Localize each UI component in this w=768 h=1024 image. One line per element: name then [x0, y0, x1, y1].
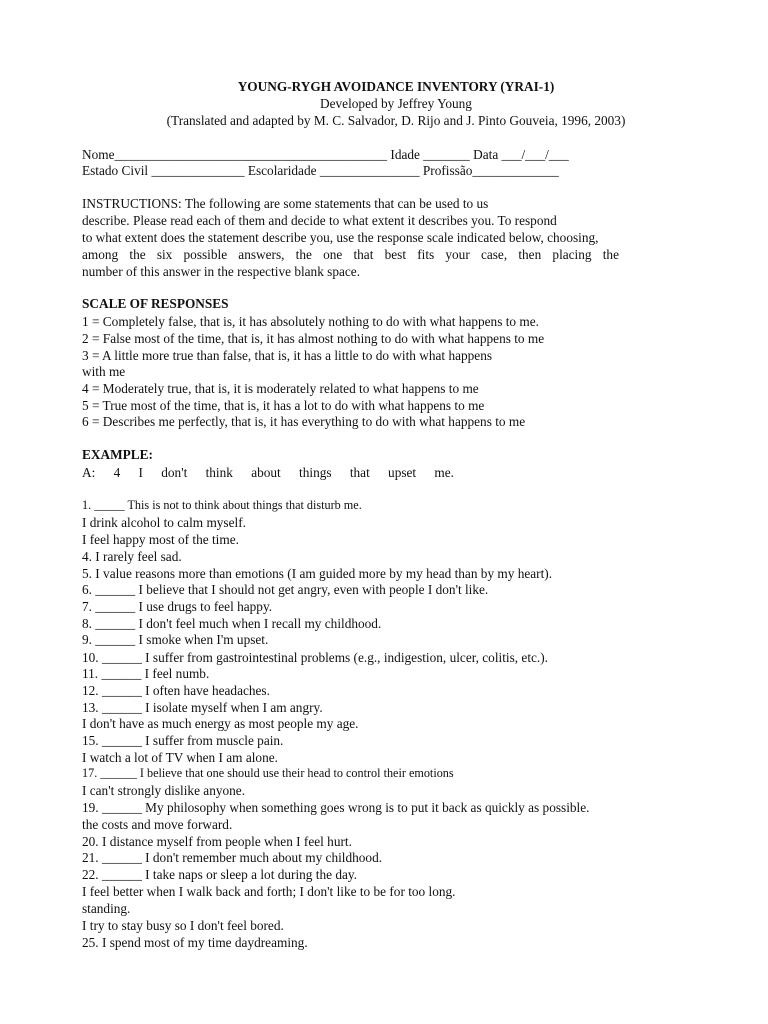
inventory-item: I drink alcohol to calm myself. — [82, 515, 246, 530]
example-heading: EXAMPLE: — [82, 447, 153, 462]
inventory-item: 4. I rarely feel sad. — [82, 549, 182, 564]
inventory-item[interactable]: 8. ______ I don't feel much when I recall my childhood. — [82, 616, 382, 631]
inventory-item[interactable]: 9. ______ I smoke when I'm upset. — [82, 632, 269, 647]
inventory-item[interactable]: 22. ______ I take naps or sleep a lot during the day. — [82, 867, 357, 882]
inventory-item: 20. I distance myself from people when I feel hurt. — [82, 834, 352, 849]
document-title: YOUNG-RYGH AVOIDANCE INVENTORY (YRAI-1) — [237, 79, 555, 94]
instructions-line: to what extent does the statement describe you, use the response scale indicated below, choosing, — [82, 230, 599, 245]
fields-line-2[interactable]: Estado Civil ______________ Escolaridade _______________ Profissão_____________ — [82, 163, 559, 178]
instructions-line: among the six possible answers, the one that best fits your case, then placing the — [82, 247, 619, 262]
inventory-item[interactable]: 17. ______ I believe that one should use their head to control their emotions — [82, 766, 454, 780]
inventory-item[interactable]: 10. ______ I suffer from gastrointestinal problems (e.g., indigestion, ulcer, colitis, etc.). — [82, 650, 548, 665]
scale-heading: SCALE OF RESPONSES — [82, 296, 229, 311]
inventory-item: I feel happy most of the time. — [82, 532, 239, 547]
fields-line-1[interactable]: Nome_________________________________________ Idade _______ Data ___/___/___ — [82, 147, 569, 162]
scale-line: 2 = False most of the time, that is, it has almost nothing to do with what happens to me — [82, 331, 545, 346]
translation-line: (Translated and adapted by M. C. Salvador, D. Rijo and J. Pinto Gouveia, 1996, 2003) — [166, 113, 626, 128]
inventory-item: standing. — [82, 901, 131, 916]
scale-line: 1 = Completely false, that is, it has absolutely nothing to do with what happens to me. — [82, 314, 539, 329]
inventory-item: the costs and move forward. — [82, 817, 233, 832]
inventory-item[interactable]: 11. ______ I feel numb. — [82, 666, 210, 681]
example-text: A: 4 I don't think about things that upset me. — [82, 465, 454, 480]
inventory-item[interactable]: 6. ______ I believe that I should not get angry, even with people I don't like. — [82, 582, 489, 597]
scale-line: 4 = Moderately true, that is, it is moderately related to what happens to me — [82, 381, 479, 396]
inventory-item[interactable]: 15. ______ I suffer from muscle pain. — [82, 733, 284, 748]
instructions-line: describe. Please read each of them and decide to what extent it describes you. To respond — [82, 213, 557, 228]
scale-line: 6 = Describes me perfectly, that is, it has everything to do with what happens to me — [82, 414, 526, 429]
inventory-item[interactable]: 1. _____ This is not to think about things that disturb me. — [82, 498, 362, 512]
inventory-item[interactable]: 13. ______ I isolate myself when I am angry. — [82, 700, 323, 715]
inventory-item[interactable]: 7. ______ I use drugs to feel happy. — [82, 599, 273, 614]
developer-line: Developed by Jeffrey Young — [320, 96, 472, 111]
instructions-line: number of this answer in the respective blank space. — [82, 264, 361, 279]
inventory-item[interactable]: 12. ______ I often have headaches. — [82, 683, 270, 698]
inventory-item: I watch a lot of TV when I am alone. — [82, 750, 278, 765]
inventory-item: I don't have as much energy as most people my age. — [82, 716, 359, 731]
instructions-line: INSTRUCTIONS: The following are some statements that can be used to us — [82, 196, 489, 211]
scale-line: 5 = True most of the time, that is, it has a lot to do with what happens to me — [82, 398, 485, 413]
inventory-item: I can't strongly dislike anyone. — [82, 783, 246, 798]
scale-line: 3 = A little more true than false, that is, it has a little to do with what happens — [82, 348, 493, 363]
inventory-item: 25. I spend most of my time daydreaming. — [82, 935, 308, 950]
inventory-item[interactable]: 21. ______ I don't remember much about my childhood. — [82, 850, 383, 865]
inventory-item: I try to stay busy so I don't feel bored. — [82, 918, 284, 933]
inventory-item: I feel better when I walk back and forth; I don't like to be for too long. — [82, 884, 456, 899]
inventory-item: 5. I value reasons more than emotions (I am guided more by my head than by my heart). — [82, 566, 553, 581]
inventory-item[interactable]: 19. ______ My philosophy when something goes wrong is to put it back as quickly as possible. — [82, 800, 590, 815]
scale-line: with me — [82, 364, 126, 379]
